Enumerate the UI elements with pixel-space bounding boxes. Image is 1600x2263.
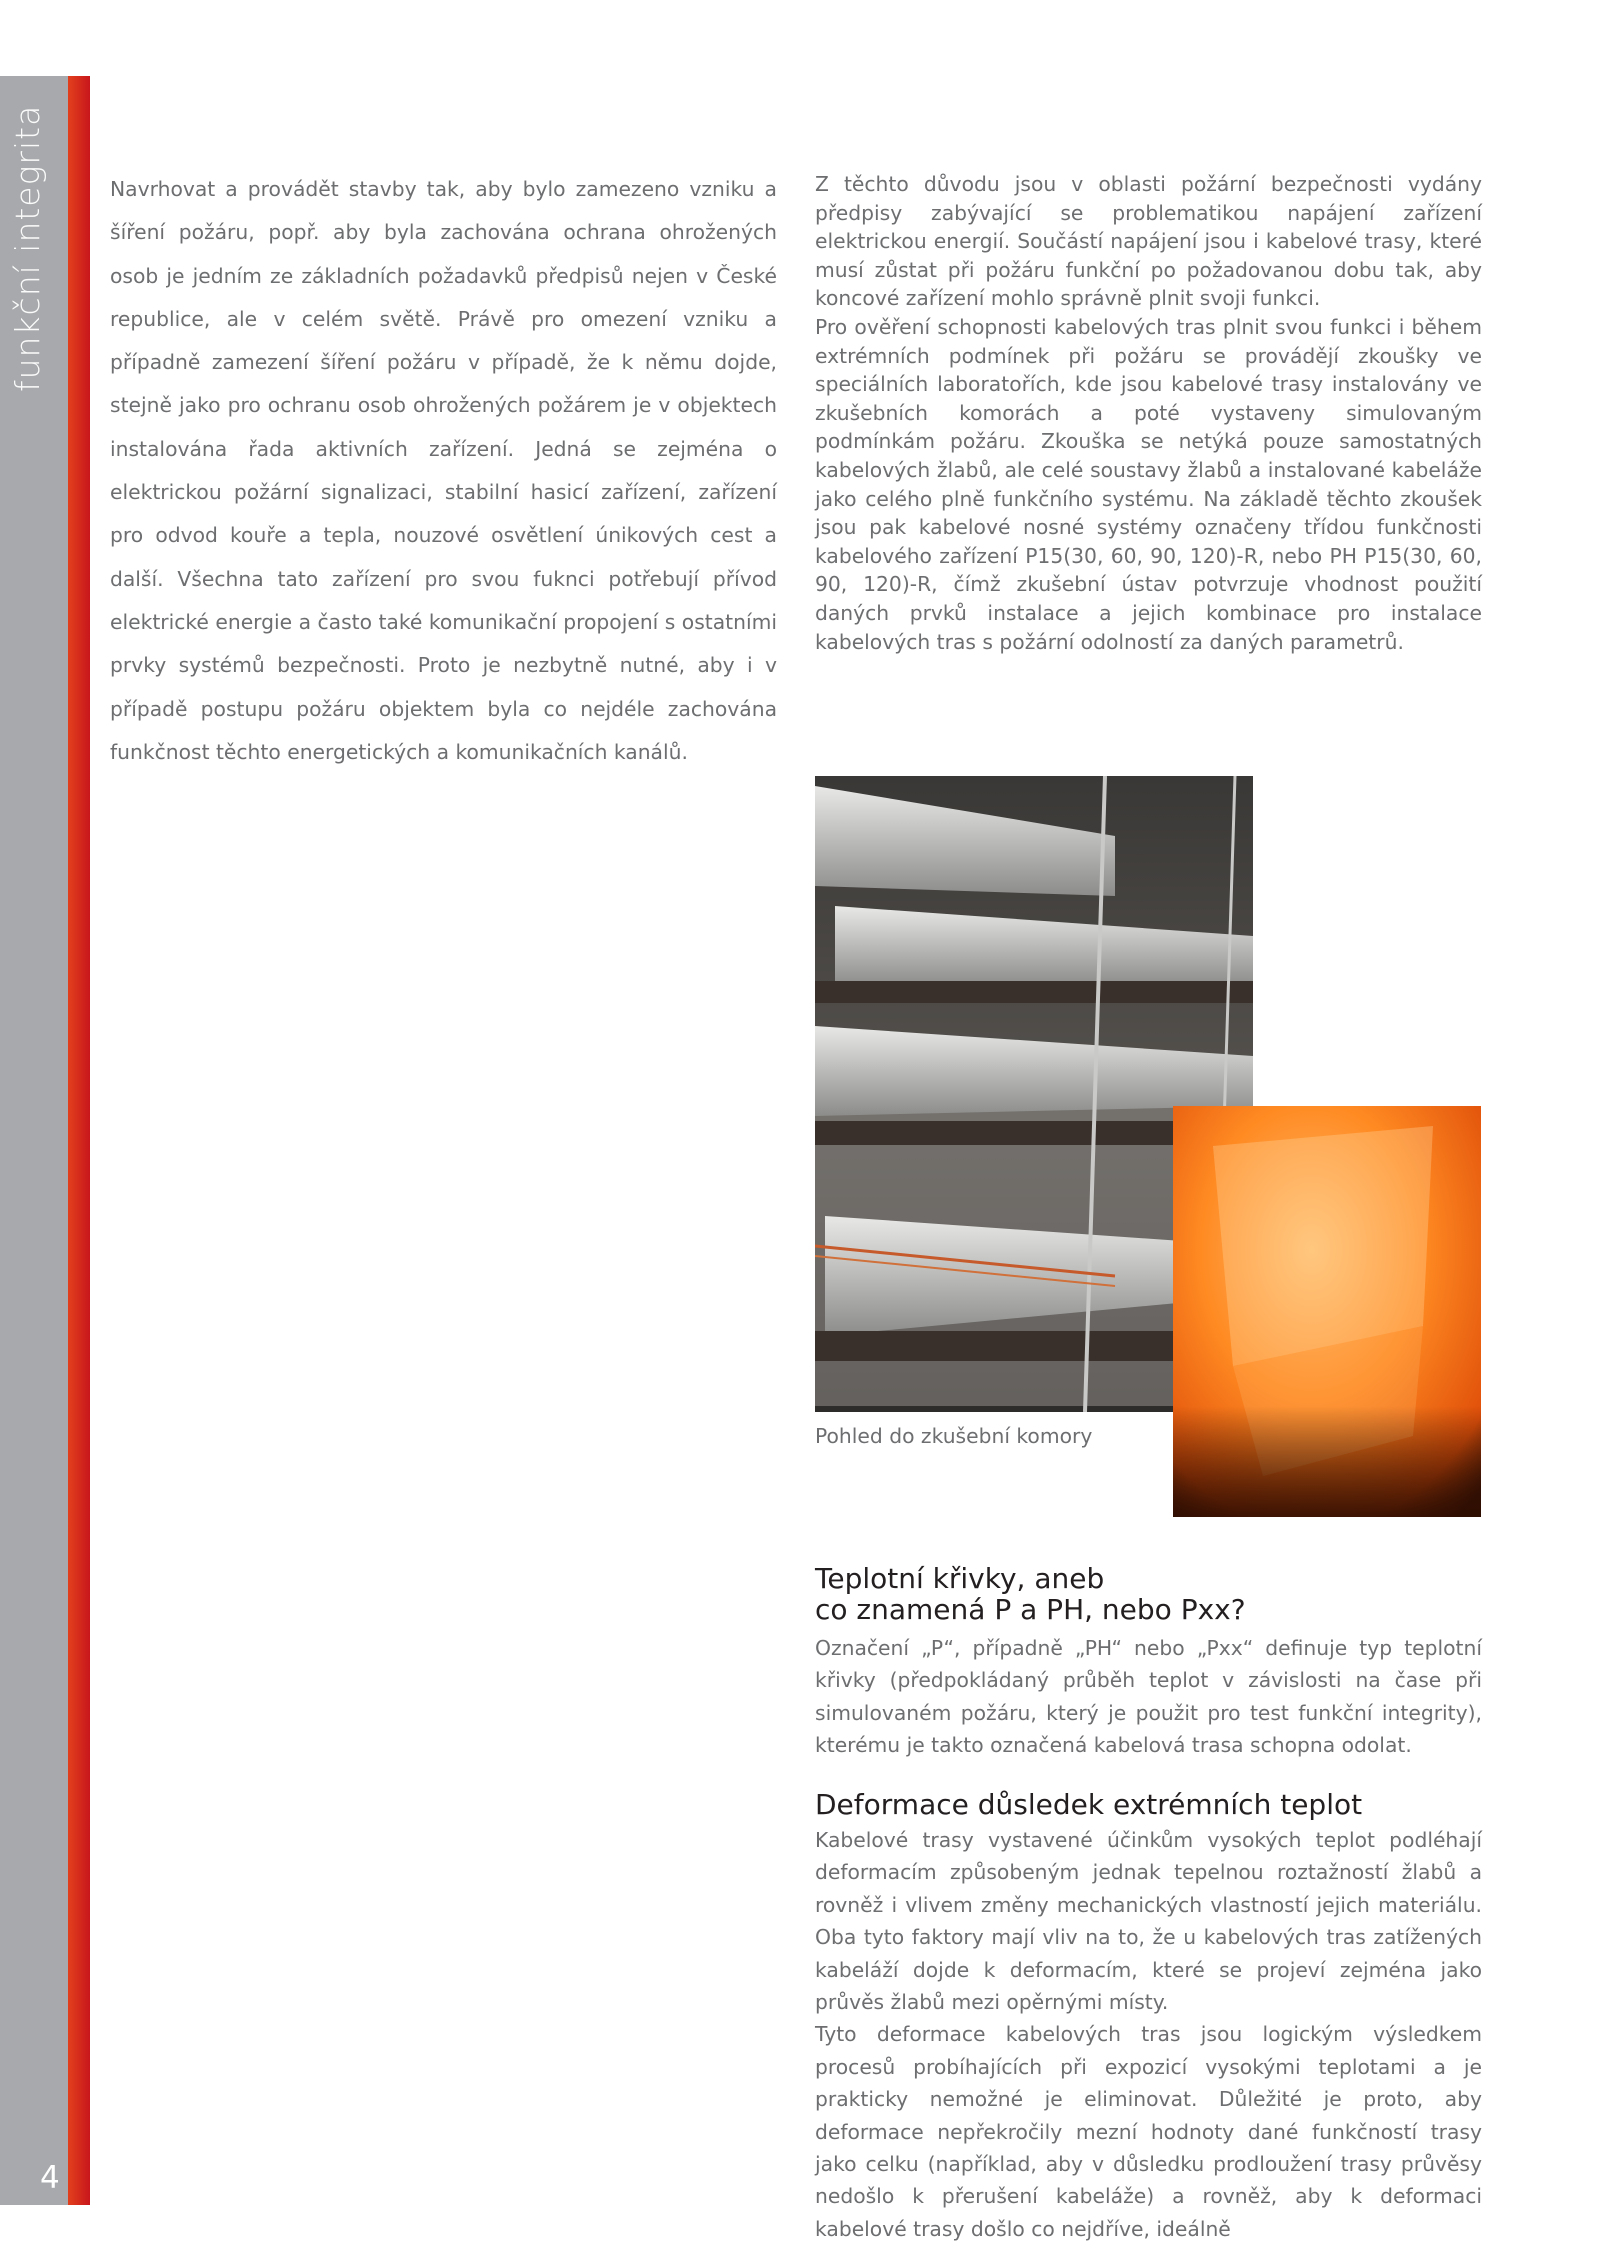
section2-heading: Deformace důsledek extrémních teplot bbox=[815, 1788, 1363, 1821]
right-column bbox=[815, 170, 1482, 656]
section2-paragraph-1: Kabelové trasy vystavené účinkům vysokých teplot podléhají deformacím způsobeným jednak tepelnou roztažností žlabů a rovněž i vlivem změny mechanických vlastností jejich materiálu. Oba tyto faktory mají vliv na to, že u kabelových tras zatížených kabeláží dojde k deformacím, které se projeví zejména jako průvěs žlabů mezi opěrnými místy. bbox=[815, 1828, 1482, 2015]
section1-heading-line1: Teplotní křivky, aneb bbox=[815, 1562, 1105, 1595]
fire-test-photo-image bbox=[1173, 1106, 1481, 1517]
left-column-text: Navrhovat a provádět stavby tak, aby bylo zamezeno vzniku a šíření požáru, popř. aby byla zachována ochrana ohrožených osob je jedním ze základních požadavků předpisů nejen v České republice, ale v celém světě. Právě pro omezení vzniku a případně zamezení šíření požáru v případě, že k němu dojde, stejně jako pro ochranu osob ohrožených požárem je v objektech instalována řada aktivních zařízení. Jedná se zejména o elektrickou požární signalizaci, stabilní hasicí zařízení, zařízení pro odvod kouře a tepla, nouzové osvětlení únikových cest a další. Všechna tato zařízení pro svou fuknci potřebují přívod elektrické energie a často také komunikační propojení s ostatními prvky systémů bezpečnosti. Proto je nezbytně nutné, aby i v případě postupu požáru objektem byla co nejdéle zachována funkčnost těchto energetických a komunikačních kanálů. bbox=[110, 177, 777, 764]
section1-heading bbox=[815, 1563, 1482, 1625]
figure-caption: Pohled do zkušební komory bbox=[815, 1424, 1093, 1448]
section2-body bbox=[815, 1824, 1482, 2245]
right-paragraph-2: Pro ověření schopnosti kabelových tras plnit svou funkci i během extrémních podmínek při požáru se provádějí zkoušky ve speciálních laboratořích, kde jsou kabelové trasy instalovány ve zkušebních komorách a poté vystaveny simulovaným podmínkám požáru. Zkouška se netýká pouze samostatných kabelových žlabů, ale celé soustavy žlabů a instalované kabeláže jako celého plně funkčního systému. Na základě těchto zkoušek jsou pak kabelové nosné systémy označeny třídou funkčnosti kabelového zařízení P15(30, 60, 90, 120)-R, nebo PH P15(30, 60, 90, 120)-R, čímž zkušební ústav potvrzuje vhodnost použití daných prvků instalace a jejich kombinace pro instalace kabelových tras s požární odolností za daných parametrů. bbox=[815, 314, 1482, 654]
sidebar-band bbox=[0, 76, 68, 2205]
section1-text: Označení „P“, případně „PH“ nebo „Pxx“ definuje typ teplotní křivky (předpokládaný průběh teplot v závislosti na čase při simulovaném požáru, který je použit pro test funkční integrity), kterému je takto označená kabelová trasa schopna odolat. bbox=[815, 1636, 1482, 1758]
accent-red-bar bbox=[68, 76, 90, 2205]
section2-paragraph-2: Tyto deformace kabelových tras jsou logickým výsledkem procesů probíhajících při expozicí vysokými teplotami a je prakticky nemožné je eliminovat. Důležité je proto, aby deformace nepřekročily mezní hodnoty dané funkčností trasy jako celku (například, aby v důsledku prodloužení trasy průvěsy nedošlo k přerušení kabeláže) a rovněž, aby k deformaci kabelové trasy došlo co nejdříve, ideálně bbox=[815, 2022, 1482, 2241]
section-title-vertical: funkční integrita bbox=[8, 104, 47, 392]
fire-test-photo bbox=[1173, 1106, 1481, 1517]
page-number: 4 bbox=[40, 2160, 60, 2196]
right-paragraph-1: Z těchto důvodu jsou v oblasti požární bezpečnosti vydány předpisy zabývající se problematikou napájení zařízení elektrickou energií. Součástí napájení jsou i kabelové trasy, které musí zůstat při požáru funkční po požadovanou dobu tak, aby koncové zařízení mohlo správně plnit svoji funkci. bbox=[815, 172, 1482, 311]
section1-heading-line2: co znamená P a PH, nebo Pxx? bbox=[815, 1593, 1246, 1626]
